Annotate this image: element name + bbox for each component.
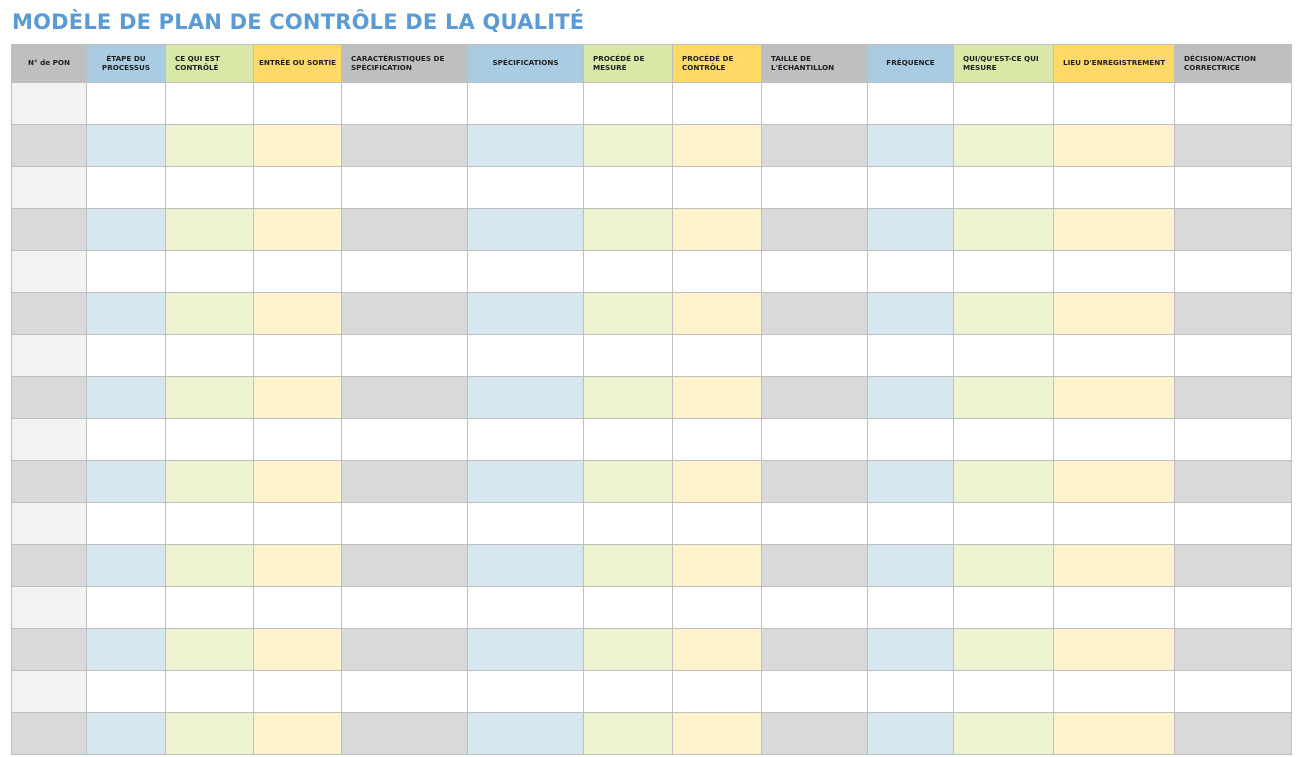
table-cell[interactable] (868, 293, 954, 335)
table-cell[interactable] (673, 545, 762, 587)
table-cell[interactable] (868, 713, 954, 755)
table-cell[interactable] (342, 629, 468, 671)
table-cell[interactable] (584, 461, 673, 503)
table-cell[interactable] (1054, 461, 1175, 503)
table-cell[interactable] (166, 587, 254, 629)
table-cell[interactable] (1175, 419, 1292, 461)
table-cell[interactable] (342, 419, 468, 461)
table-cell[interactable] (954, 83, 1054, 125)
table-cell[interactable] (12, 587, 87, 629)
table-cell[interactable] (868, 671, 954, 713)
table-row (12, 419, 1292, 461)
table-cell[interactable] (87, 125, 166, 167)
table-cell[interactable] (1175, 629, 1292, 671)
table-cell[interactable] (868, 83, 954, 125)
table-cell[interactable] (1175, 377, 1292, 419)
column-header-specifications[interactable]: SPÉCIFICATIONS (468, 45, 584, 83)
table-cell[interactable] (584, 671, 673, 713)
table-cell[interactable] (954, 419, 1054, 461)
table-cell[interactable] (87, 209, 166, 251)
table-cell[interactable] (1054, 167, 1175, 209)
table-cell[interactable] (673, 293, 762, 335)
table-cell[interactable] (868, 251, 954, 293)
table-cell[interactable] (254, 125, 342, 167)
table-cell[interactable] (868, 587, 954, 629)
table-cell[interactable] (1175, 545, 1292, 587)
table-cell[interactable] (868, 377, 954, 419)
table-cell[interactable] (12, 545, 87, 587)
table-cell[interactable] (584, 503, 673, 545)
table-cell[interactable] (673, 713, 762, 755)
table-cell[interactable] (468, 125, 584, 167)
table-cell[interactable] (12, 293, 87, 335)
table-cell[interactable] (87, 629, 166, 671)
table-cell[interactable] (468, 545, 584, 587)
table-row (12, 377, 1292, 419)
table-cell[interactable] (762, 293, 868, 335)
table-cell[interactable] (584, 293, 673, 335)
table-cell[interactable] (954, 293, 1054, 335)
table-cell[interactable] (166, 125, 254, 167)
table-cell[interactable] (166, 83, 254, 125)
table-cell[interactable] (468, 167, 584, 209)
table-cell[interactable] (87, 251, 166, 293)
table-cell[interactable] (762, 671, 868, 713)
table-cell[interactable] (1054, 671, 1175, 713)
table-cell[interactable] (868, 503, 954, 545)
table-cell[interactable] (762, 83, 868, 125)
table-cell[interactable] (673, 461, 762, 503)
table-cell[interactable] (673, 167, 762, 209)
table-cell[interactable] (954, 461, 1054, 503)
table-cell[interactable] (954, 335, 1054, 377)
table-cell[interactable] (1175, 335, 1292, 377)
table-cell[interactable] (254, 629, 342, 671)
table-cell[interactable] (673, 671, 762, 713)
table-cell[interactable] (342, 461, 468, 503)
table-cell[interactable] (87, 587, 166, 629)
table-cell[interactable] (468, 377, 584, 419)
table-row (12, 587, 1292, 629)
table-cell[interactable] (166, 167, 254, 209)
table-cell[interactable] (12, 167, 87, 209)
table-cell[interactable] (12, 377, 87, 419)
table-row (12, 251, 1292, 293)
table-cell[interactable] (342, 209, 468, 251)
table-cell[interactable] (1054, 293, 1175, 335)
table-cell[interactable] (12, 83, 87, 125)
page-title: MODÈLE DE PLAN DE CONTRÔLE DE LA QUALITÉ (12, 10, 585, 34)
table-cell[interactable] (254, 671, 342, 713)
table-cell[interactable] (342, 671, 468, 713)
table-body (12, 83, 1292, 755)
table-cell[interactable] (1054, 587, 1175, 629)
table-cell[interactable] (87, 419, 166, 461)
table-cell[interactable] (673, 335, 762, 377)
table-cell[interactable] (254, 377, 342, 419)
table-cell[interactable] (87, 461, 166, 503)
table-cell[interactable] (868, 125, 954, 167)
table-cell[interactable] (166, 545, 254, 587)
table-cell[interactable] (468, 209, 584, 251)
table-cell[interactable] (1054, 335, 1175, 377)
table-cell[interactable] (166, 377, 254, 419)
table-cell[interactable] (468, 83, 584, 125)
column-header-corrective-action[interactable]: DÉCISION/ACTION CORRECTRICE (1175, 45, 1292, 83)
table-cell[interactable] (673, 125, 762, 167)
table-cell[interactable] (1054, 629, 1175, 671)
table-cell[interactable] (1054, 251, 1175, 293)
table-cell[interactable] (584, 545, 673, 587)
table-cell[interactable] (166, 503, 254, 545)
table-cell[interactable] (762, 419, 868, 461)
table-cell[interactable] (254, 545, 342, 587)
table-cell[interactable] (1054, 83, 1175, 125)
table-cell[interactable] (342, 83, 468, 125)
table-cell[interactable] (673, 629, 762, 671)
table-cell[interactable] (342, 335, 468, 377)
table-cell[interactable] (673, 377, 762, 419)
table-cell[interactable] (1054, 545, 1175, 587)
table-cell[interactable] (954, 503, 1054, 545)
table-cell[interactable] (1054, 125, 1175, 167)
table-cell[interactable] (868, 461, 954, 503)
table-cell[interactable] (342, 503, 468, 545)
table-cell[interactable] (762, 251, 868, 293)
table-cell[interactable] (166, 671, 254, 713)
table-cell[interactable] (166, 419, 254, 461)
table-cell[interactable] (1054, 419, 1175, 461)
table-cell[interactable] (254, 335, 342, 377)
table-cell[interactable] (166, 461, 254, 503)
table-cell[interactable] (87, 377, 166, 419)
table-cell[interactable] (868, 629, 954, 671)
table-cell[interactable] (1175, 461, 1292, 503)
column-header-control-method[interactable]: PROCÉDÉ DE CONTRÔLE (673, 45, 762, 83)
table-cell[interactable] (673, 251, 762, 293)
column-header-recording-location[interactable]: LIEU D'ENREGISTREMENT (1054, 45, 1175, 83)
table-cell[interactable] (12, 251, 87, 293)
table-cell[interactable] (12, 125, 87, 167)
table-cell[interactable] (954, 545, 1054, 587)
table-cell[interactable] (254, 587, 342, 629)
table-cell[interactable] (166, 209, 254, 251)
table-cell[interactable] (87, 293, 166, 335)
column-header-who-measures[interactable]: QUI/QU'EST-CE QUI MESURE (954, 45, 1054, 83)
table-cell[interactable] (1054, 503, 1175, 545)
table-cell[interactable] (954, 125, 1054, 167)
table-cell[interactable] (87, 713, 166, 755)
table-cell[interactable] (954, 167, 1054, 209)
table-cell[interactable] (673, 587, 762, 629)
column-header-process-step[interactable]: ÉTAPE DU PROCESSUS (87, 45, 166, 83)
table-cell[interactable] (584, 83, 673, 125)
table-cell[interactable] (762, 503, 868, 545)
table-cell[interactable] (762, 377, 868, 419)
table-cell[interactable] (954, 587, 1054, 629)
table-cell[interactable] (87, 671, 166, 713)
column-header-sop-number[interactable]: N° de PON (12, 45, 87, 83)
table-cell[interactable] (762, 461, 868, 503)
table-cell[interactable] (12, 335, 87, 377)
table-cell[interactable] (762, 587, 868, 629)
table-cell[interactable] (673, 503, 762, 545)
table-cell[interactable] (254, 293, 342, 335)
table-cell[interactable] (342, 713, 468, 755)
table-cell[interactable] (342, 587, 468, 629)
table-row (12, 83, 1292, 125)
table-cell[interactable] (584, 209, 673, 251)
table-cell[interactable] (12, 671, 87, 713)
table-cell[interactable] (1175, 503, 1292, 545)
table-cell[interactable] (468, 293, 584, 335)
table-cell[interactable] (166, 713, 254, 755)
table-cell[interactable] (868, 545, 954, 587)
table-cell[interactable] (762, 167, 868, 209)
table-header-row (12, 45, 1292, 83)
table-cell[interactable] (342, 167, 468, 209)
table-cell[interactable] (342, 545, 468, 587)
table-cell[interactable] (468, 713, 584, 755)
table-cell[interactable] (87, 335, 166, 377)
table-cell[interactable] (954, 629, 1054, 671)
table-cell[interactable] (868, 167, 954, 209)
table-cell[interactable] (468, 335, 584, 377)
table-cell[interactable] (87, 503, 166, 545)
table-cell[interactable] (12, 209, 87, 251)
column-header-frequency[interactable]: FRÉQUENCE (868, 45, 954, 83)
table-cell[interactable] (673, 83, 762, 125)
table-cell[interactable] (468, 461, 584, 503)
table-cell[interactable] (166, 293, 254, 335)
table-cell[interactable] (762, 209, 868, 251)
table-cell[interactable] (12, 629, 87, 671)
table-cell[interactable] (1175, 167, 1292, 209)
table-cell[interactable] (342, 377, 468, 419)
table-cell[interactable] (954, 209, 1054, 251)
table-cell[interactable] (762, 125, 868, 167)
table-cell[interactable] (954, 671, 1054, 713)
table-cell[interactable] (1175, 671, 1292, 713)
table-cell[interactable] (584, 713, 673, 755)
table-cell[interactable] (468, 251, 584, 293)
column-header-input-or-output[interactable]: ENTRÉE OU SORTIE (254, 45, 342, 83)
table-cell[interactable] (254, 419, 342, 461)
table-cell[interactable] (254, 503, 342, 545)
table-cell[interactable] (342, 251, 468, 293)
table-cell[interactable] (584, 335, 673, 377)
table-row (12, 125, 1292, 167)
table-cell[interactable] (468, 629, 584, 671)
table-cell[interactable] (468, 587, 584, 629)
table-cell[interactable] (1175, 713, 1292, 755)
table-cell[interactable] (762, 629, 868, 671)
table-cell[interactable] (254, 461, 342, 503)
table-cell[interactable] (254, 167, 342, 209)
table-cell[interactable] (12, 713, 87, 755)
table-row (12, 503, 1292, 545)
table-cell[interactable] (868, 335, 954, 377)
table-cell[interactable] (468, 503, 584, 545)
table-cell[interactable] (1175, 293, 1292, 335)
table-cell[interactable] (87, 167, 166, 209)
table-row (12, 671, 1292, 713)
table-cell[interactable] (1175, 251, 1292, 293)
table-cell[interactable] (868, 419, 954, 461)
table-cell[interactable] (762, 713, 868, 755)
table-cell[interactable] (254, 251, 342, 293)
table-cell[interactable] (1054, 209, 1175, 251)
quality-control-plan-table (11, 44, 1292, 755)
table-row (12, 545, 1292, 587)
table-cell[interactable] (673, 209, 762, 251)
table-row (12, 167, 1292, 209)
table-cell[interactable] (584, 587, 673, 629)
table-row (12, 713, 1292, 755)
table-cell[interactable] (1054, 377, 1175, 419)
table-cell[interactable] (762, 545, 868, 587)
column-header-sample-size[interactable]: TAILLE DE L'ÉCHANTILLON (762, 45, 868, 83)
table-cell[interactable] (342, 293, 468, 335)
table-row (12, 209, 1292, 251)
table-cell[interactable] (584, 419, 673, 461)
table-cell[interactable] (12, 461, 87, 503)
table-cell[interactable] (954, 251, 1054, 293)
table-cell[interactable] (868, 209, 954, 251)
table-cell[interactable] (254, 83, 342, 125)
table-cell[interactable] (584, 377, 673, 419)
table-cell[interactable] (166, 251, 254, 293)
table-cell[interactable] (1175, 83, 1292, 125)
table-cell[interactable] (12, 503, 87, 545)
table-cell[interactable] (1054, 713, 1175, 755)
table-row (12, 335, 1292, 377)
table-cell[interactable] (254, 713, 342, 755)
table-cell[interactable] (1175, 587, 1292, 629)
table-cell[interactable] (584, 251, 673, 293)
table-cell[interactable] (254, 209, 342, 251)
table-cell[interactable] (166, 335, 254, 377)
table-cell[interactable] (166, 629, 254, 671)
table-cell[interactable] (342, 125, 468, 167)
column-header-specification-characteristics[interactable]: CARACTÉRISTIQUES DE SPÉCIFICATION (342, 45, 468, 83)
table-cell[interactable] (87, 545, 166, 587)
table-cell[interactable] (1175, 125, 1292, 167)
table-row (12, 293, 1292, 335)
table-cell[interactable] (87, 83, 166, 125)
table-cell[interactable] (468, 671, 584, 713)
table-cell[interactable] (954, 713, 1054, 755)
table-cell[interactable] (12, 419, 87, 461)
column-header-measurement-method[interactable]: PROCÉDÉ DE MESURE (584, 45, 673, 83)
table-cell[interactable] (468, 419, 584, 461)
table-cell[interactable] (584, 167, 673, 209)
table-row (12, 629, 1292, 671)
table-cell[interactable] (1175, 209, 1292, 251)
table-cell[interactable] (584, 125, 673, 167)
table-cell[interactable] (762, 335, 868, 377)
column-header-what-is-controlled[interactable]: CE QUI EST CONTRÔLÉ (166, 45, 254, 83)
table-cell[interactable] (954, 377, 1054, 419)
table-cell[interactable] (673, 419, 762, 461)
table-cell[interactable] (584, 629, 673, 671)
table-row (12, 461, 1292, 503)
